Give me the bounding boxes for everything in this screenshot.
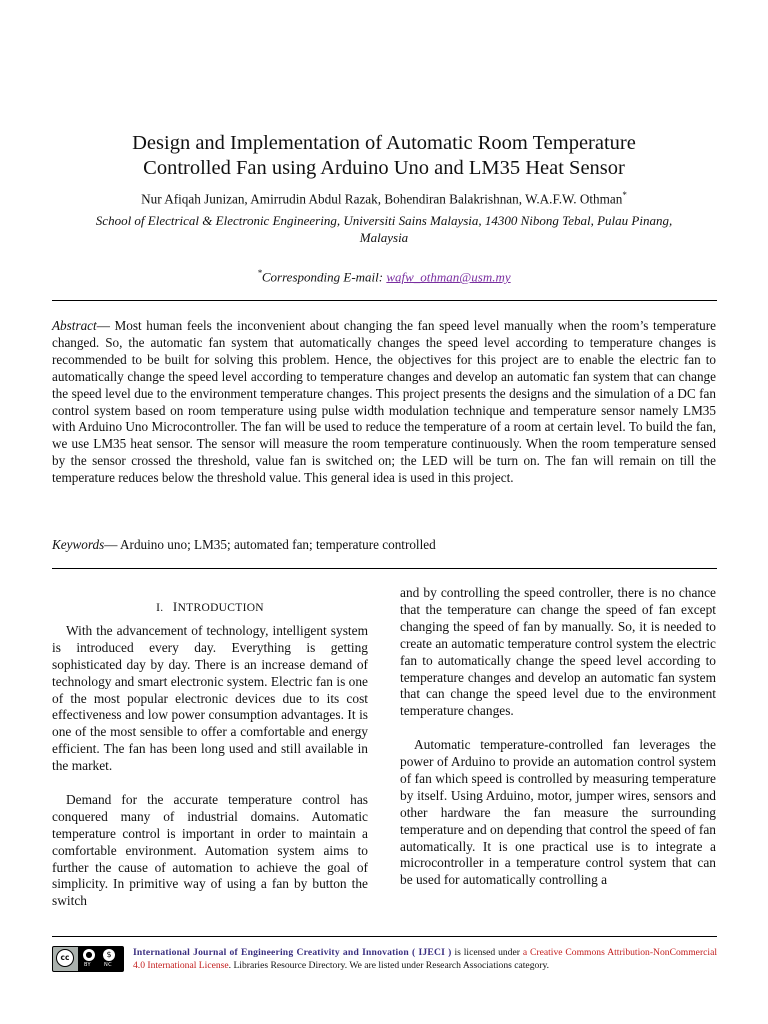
license-tail: . Libraries Resource Directory. We are listed under Research Associations category.	[228, 959, 550, 971]
affiliation-line-1: School of Electrical & Electronic Engineering, Universiti Sains Malaysia, 14300 Nibong Tebal, Pulau Pinang,	[95, 213, 673, 228]
header-divider	[52, 300, 717, 301]
nc-label: NC	[104, 962, 113, 968]
keywords-dash: —	[104, 537, 121, 552]
paper-title	[40, 131, 728, 181]
keywords-label: Keywords	[52, 537, 105, 552]
person-icon: ●	[83, 949, 95, 961]
section-title-rest: NTRODUCTION	[177, 602, 264, 614]
abstract-dash: —	[96, 318, 115, 333]
affiliation-line-2: Malaysia	[359, 230, 409, 245]
cc-license-badge[interactable]	[52, 946, 124, 972]
license-connector: is licensed under	[451, 947, 523, 958]
corresponding-mark: *	[257, 268, 262, 278]
abstract-divider	[52, 568, 717, 569]
section-heading-introduction	[52, 599, 368, 617]
abstract-label: Abstract	[52, 318, 97, 333]
paragraph: With the advancement of technology, intelligent system is introduced every day. Everything is getting sophisticated day by day. There is an increase demand of technology and smart electronic system. Electric fan is one of the most popular electronic devices due to its cost effectiveness and low power consumption advantages. It is one of the most sensible to offer a comfortable and energy efficient. The fan has been long used and still available in the market.	[52, 622, 368, 774]
affiliation	[60, 212, 708, 246]
by-label: BY	[84, 962, 92, 968]
right-column	[400, 585, 716, 906]
author-list	[40, 187, 728, 207]
section-number: I.	[156, 602, 164, 614]
keywords-text: Arduino uno; LM35; automated fan; temperature controlled	[120, 537, 436, 552]
author-mark: *	[622, 190, 627, 200]
cc-icon: cc	[56, 949, 74, 967]
keywords	[52, 537, 716, 553]
abstract-text: Most human feels the inconvenient about changing the fan speed level manually when the room’s temperature changed. So, the automatic fan system that automatically changes the speed level according to temperature changes is recommended to be built for solving this problem. Hence, the objectives for this project are to enable the electric fan to automatically change the speed level according to temperature changes and develop an automatic fan system that can change the speed level due to the environment temperature changes. This project presents the designs and the simulation of a DC fan control system based on room temperature using pulse width modulation technique and temperature sensor namely LM35 with Arduino Uno Microcontroller. The fan will be used to reduce the temperature of a room at certain level. To build the fan, we use LM35 heat sensor. The sensor will measure the room temperature continuously. When the room temperature sensed by the sensor crossed the threshold, value fan is switched on; the LED will be turn on. The fan will remain on till the temperature reduces below the threshold value. This general idea is used in this project.	[52, 318, 717, 486]
footer-divider	[52, 936, 717, 937]
paragraph: Automatic temperature-controlled fan leverages the power of Arduino to provide an automation control system of fan which speed is controlled by measuring temperature by itself. Using Arduino, motor, jumper wires, sensors and other hardware the fan measure the surrounding temperature and on depending that control the speed of fan automatically. It is one practical use is to integrate a microcontroller in a temperature control system that can be used for automatically controlling a	[400, 737, 716, 888]
corresponding-email	[40, 265, 728, 285]
corresponding-label: Corresponding E-mail:	[261, 269, 387, 285]
journal-name[interactable]: International Journal of Engineering Creativity and Innovation ( IJECI )	[133, 947, 452, 958]
paragraph: and by controlling the speed controller, there is no chance that the temperature can change the speed of fan except changing the speed of fan by manually. So, it is needed to create an automatic temperature control system the electric fan to automatically change the speed level according to temperature changes and develop an automatic fan system that can change the speed level due to the environment temperature changes.	[400, 585, 716, 719]
authors-text: Nur Afiqah Junizan, Amirrudin Abdul Razak, Bohendiran Balakrishnan, W.A.F.W. Othman	[141, 191, 623, 207]
cc-by-nc-block	[78, 947, 123, 971]
license-notice	[133, 947, 717, 972]
license-link[interactable]: a Creative Commons Attribution-NonCommercial 4.0 International License	[133, 947, 717, 971]
email-link[interactable]: wafw_othman@usm.my	[386, 269, 511, 285]
abstract	[52, 318, 716, 487]
section-title-initial: I	[172, 599, 178, 614]
title-line-1: Design and Implementation of Automatic Room Temperature	[132, 132, 636, 154]
left-column	[52, 599, 368, 927]
paragraph: Demand for the accurate temperature control has conquered many of industrial domains. Automatic temperature control is important in order to maintain a comfortable environment. Automation system aims to further the cause of automation to achieve the goal of simplicity. In primitive way of using a fan by button the switch	[52, 791, 368, 909]
no-dollar-icon: $	[103, 949, 115, 961]
title-line-2: Controlled Fan using Arduino Uno and LM35 Heat Sensor	[143, 157, 625, 179]
